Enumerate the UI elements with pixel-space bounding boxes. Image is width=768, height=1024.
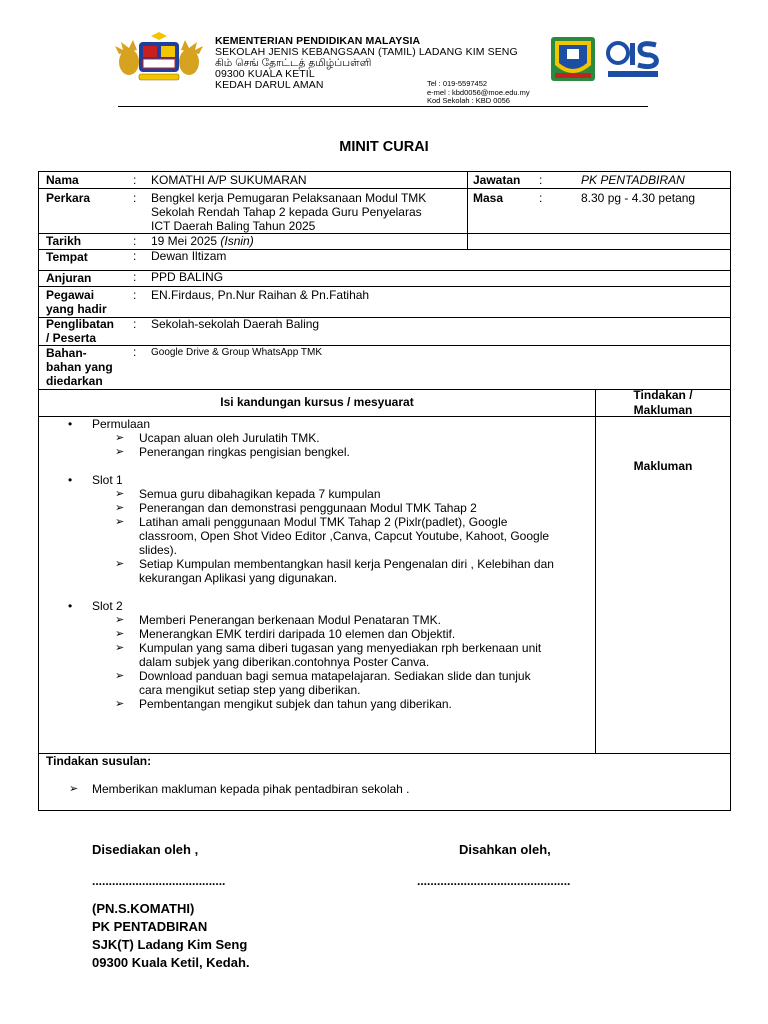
school-logo bbox=[549, 35, 597, 83]
tindakan-susulan-item: Memberikan makluman kepada pihak pentadbiran sekolah . bbox=[92, 782, 410, 796]
list-item: Penerangan ringkas pengisian bengkel. bbox=[139, 445, 350, 459]
row-divider bbox=[39, 317, 730, 318]
list-item: Penerangan dan demonstrasi penggunaan Modul TMK Tahap 2 bbox=[139, 501, 477, 515]
tarikh-label: Tarikh bbox=[46, 234, 82, 248]
perkara-line-2: Sekolah Rendah Tahap 2 kepada Guru Penyelaras bbox=[151, 205, 422, 219]
email: e-mel : kbd0056@moe.edu.my bbox=[427, 87, 530, 97]
anjuran-label: Anjuran bbox=[46, 271, 92, 285]
pegawai-value: EN.Firdaus, Pn.Nur Raihan & Pn.Fatihah bbox=[151, 288, 370, 302]
list-item: Pembentangan mengikut subjek dan tahun yang diberikan. bbox=[139, 697, 452, 711]
contact-block bbox=[427, 80, 530, 106]
tindakan-header-1: Tindakan / bbox=[633, 388, 693, 402]
list-item: Menerangkan EMK terdiri daripada 10 elemen dan Objektif. bbox=[139, 627, 456, 641]
section-title: Permulaan bbox=[92, 417, 151, 431]
pegawai-label-2: yang hadir bbox=[46, 302, 107, 316]
penglibatan-label-2: / Peserta bbox=[46, 331, 97, 345]
colon: : bbox=[133, 234, 137, 248]
signatory-position: PK PENTADBIRAN bbox=[92, 919, 208, 934]
arrow-icon: ➢ bbox=[115, 614, 125, 626]
colon: : bbox=[133, 345, 137, 359]
arrow-icon: ➢ bbox=[115, 698, 125, 710]
penglibatan-value: Sekolah-sekolah Daerah Baling bbox=[151, 317, 320, 331]
signature-line-right: .............................................. bbox=[417, 874, 571, 888]
arrow-icon: ➢ bbox=[115, 670, 125, 682]
perkara-label: Perkara bbox=[46, 191, 91, 205]
content-header: Isi kandungan kursus / mesyuarat bbox=[220, 395, 414, 409]
section-title: Slot 2 bbox=[92, 599, 123, 613]
list-item-cont: slides). bbox=[139, 543, 178, 557]
section-title: Slot 1 bbox=[92, 473, 123, 487]
arrow-icon: ➢ bbox=[115, 502, 125, 514]
signatory-address: 09300 Kuala Ketil, Kedah. bbox=[92, 955, 250, 970]
list-item-cont: dalam subjek yang diberikan.contohnya Poster Canva. bbox=[139, 655, 430, 669]
ministry-name: KEMENTERIAN PENDIDIKAN MALAYSIA bbox=[215, 35, 421, 47]
prepared-by-label: Disediakan oleh , bbox=[92, 842, 199, 857]
bahan-label-3: diedarkan bbox=[46, 374, 103, 388]
row-divider bbox=[39, 270, 730, 271]
header-divider bbox=[118, 106, 648, 107]
makluman-label: Makluman bbox=[633, 459, 693, 473]
tempat-value: Dewan Iltizam bbox=[151, 249, 227, 263]
column-divider bbox=[595, 389, 596, 753]
arrow-icon: ➢ bbox=[115, 628, 125, 640]
document-title: MINIT CURAI bbox=[339, 139, 429, 155]
malaysia-crest-logo bbox=[113, 32, 205, 82]
tarikh-day: (Isnin) bbox=[220, 234, 254, 248]
lis-logo bbox=[604, 35, 662, 81]
list-item: Download panduan bagi semua matapelajaran. Sediakan slide dan tunjuk bbox=[139, 669, 531, 683]
arrow-icon: ➢ bbox=[115, 488, 125, 500]
bullet-icon: • bbox=[68, 473, 73, 487]
row-divider bbox=[39, 249, 730, 250]
arrow-icon: ➢ bbox=[115, 516, 125, 528]
telephone: Tel : 019-5597452 bbox=[427, 79, 488, 88]
approved-by-label: Disahkan oleh, bbox=[459, 842, 551, 857]
perkara-line-3: ICT Daerah Baling Tahun 2025 bbox=[151, 219, 316, 233]
list-item: Semua guru dibahagikan kepada 7 kumpulan bbox=[139, 487, 381, 501]
signatory-school: SJK(T) Ladang Kim Seng bbox=[92, 937, 248, 952]
list-item: Memberi Penerangan berkenaan Modul Penataran TMK. bbox=[139, 613, 441, 627]
colon: : bbox=[133, 288, 137, 302]
arrow-icon: ➢ bbox=[115, 558, 125, 570]
colon: : bbox=[133, 191, 137, 205]
tarikh-date: 19 Mei 2025 bbox=[151, 234, 218, 248]
tindakan-susulan-label: Tindakan susulan: bbox=[46, 754, 152, 768]
bahan-label-2: bahan yang bbox=[46, 360, 113, 374]
row-divider bbox=[39, 188, 730, 189]
list-item-cont: cara mengikut setiap step yang diberikan. bbox=[139, 683, 361, 697]
perkara-line-1: Bengkel kerja Pemugaran Pelaksanaan Modul TMK bbox=[151, 191, 427, 205]
nama-label: Nama bbox=[46, 173, 79, 187]
jawatan-value: PK PENTADBIRAN bbox=[581, 173, 685, 187]
tarikh-value bbox=[151, 234, 254, 248]
tempat-label: Tempat bbox=[46, 250, 88, 264]
bahan-value: Google Drive & Group WhatsApp TMK bbox=[151, 347, 322, 358]
pegawai-label-1: Pegawai bbox=[46, 288, 95, 302]
penglibatan-label-1: Penglibatan bbox=[46, 317, 115, 331]
list-item: Latihan amali penggunaan Modul TMK Tahap 2 (Pixlr(padlet), Google bbox=[139, 515, 508, 529]
list-item: Setiap Kumpulan membentangkan hasil kerja Pengenalan diri , Kelebihan dan bbox=[139, 557, 554, 571]
row-divider bbox=[39, 345, 730, 346]
arrow-icon: ➢ bbox=[115, 642, 125, 654]
colon: : bbox=[133, 270, 137, 284]
row-divider bbox=[39, 286, 730, 287]
colon: : bbox=[539, 173, 543, 187]
masa-label: Masa bbox=[473, 191, 504, 205]
arrow-icon: ➢ bbox=[115, 432, 125, 444]
school-name: SEKOLAH JENIS KEBANGSAAN (TAMIL) LADANG KIM SENG bbox=[215, 46, 518, 58]
arrow-icon: ➢ bbox=[69, 783, 79, 795]
arrow-icon: ➢ bbox=[115, 446, 125, 458]
list-item: Ucapan aluan oleh Jurulatih TMK. bbox=[139, 431, 320, 445]
minutes-table bbox=[38, 171, 731, 811]
jawatan-label: Jawatan bbox=[473, 173, 521, 187]
colon: : bbox=[133, 249, 137, 263]
list-item-cont: kekurangan Aplikasi yang digunakan. bbox=[139, 571, 338, 585]
colon: : bbox=[133, 317, 137, 331]
bahan-label-1: Bahan- bbox=[46, 346, 87, 360]
masa-value: 8.30 pg - 4.30 petang bbox=[581, 191, 696, 205]
list-item-cont: classroom, Open Shot Video Editor ,Canva, Capcut Youtube, Kahoot, Google bbox=[139, 529, 550, 543]
bullet-icon: • bbox=[68, 599, 73, 613]
school-code: Kod Sekolah : KBD 0056 bbox=[427, 96, 510, 105]
column-divider bbox=[467, 172, 468, 249]
tindakan-header-2: Makluman bbox=[633, 403, 693, 417]
list-item: Kumpulan yang sama diberi tugasan yang menyediakan rph berkenaan unit bbox=[139, 641, 542, 655]
anjuran-value: PPD BALING bbox=[151, 270, 224, 284]
colon: : bbox=[539, 191, 543, 205]
row-divider bbox=[39, 233, 730, 234]
address-line-2: KEDAH DARUL AMAN bbox=[215, 79, 324, 91]
school-name-tamil: கிம் செங் தோட்டத் தமிழ்ப்பள்ளி bbox=[215, 57, 372, 69]
bullet-icon: • bbox=[68, 417, 73, 431]
colon: : bbox=[133, 173, 137, 187]
signature-line-left: ........................................ bbox=[92, 874, 226, 888]
address-line-1: 09300 KUALA KETIL bbox=[215, 68, 315, 80]
signatory-name: (PN.S.KOMATHI) bbox=[92, 901, 195, 916]
nama-value: KOMATHI A/P SUKUMARAN bbox=[151, 173, 307, 187]
